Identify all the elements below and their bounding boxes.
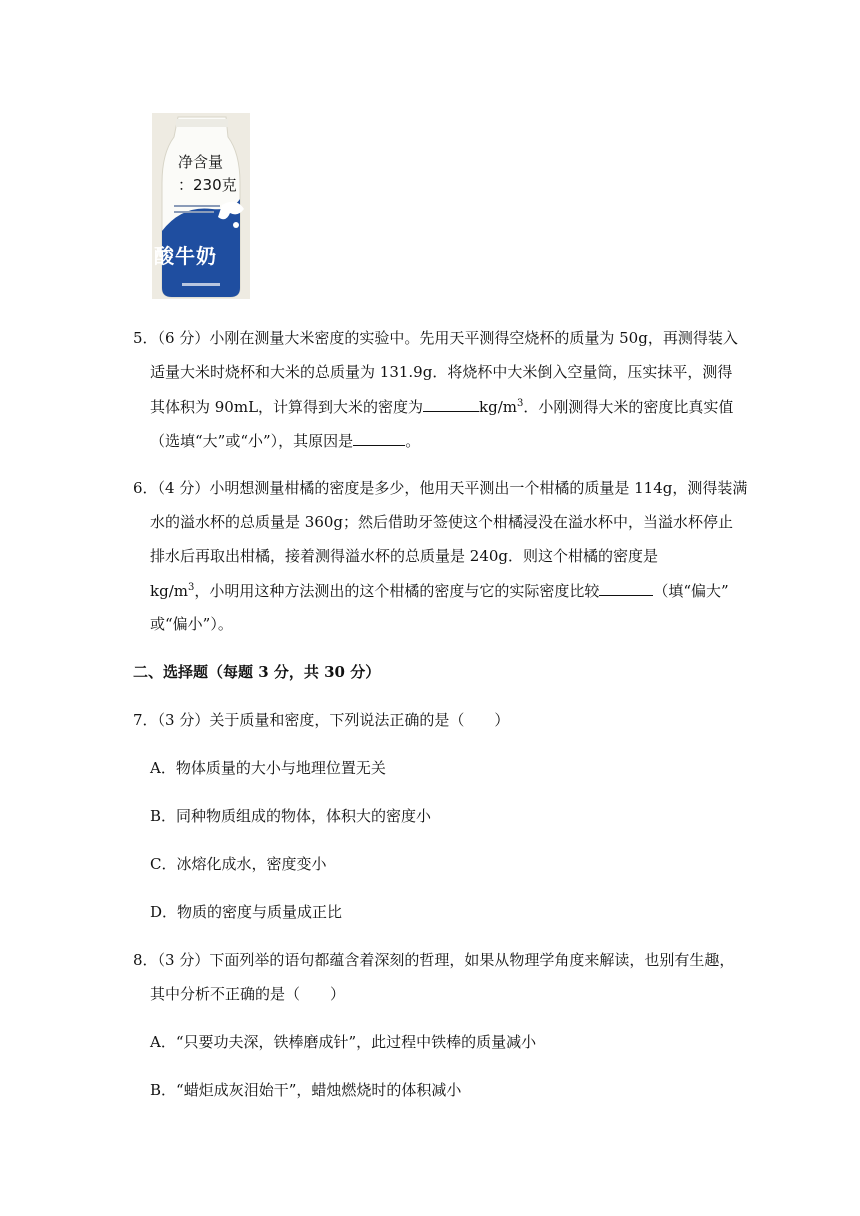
net-content-line-2: ：230克 xyxy=(178,176,237,194)
yogurt-bottle-image xyxy=(152,113,250,299)
q5-unit-exponent: 3 xyxy=(517,398,524,409)
q5-line-4-tail: 。 xyxy=(405,432,421,450)
q7-option-a[interactable]: A．物体质量的大小与地理位置无关 xyxy=(150,759,386,777)
q5-density-blank[interactable] xyxy=(423,396,479,412)
q6-unit-exponent: 3 xyxy=(187,582,195,593)
yogurt-bottle-graphic xyxy=(152,113,250,299)
q5-line-3-tail: ．小刚测得大米的密度比真实值 xyxy=(523,398,734,416)
q6-compare-blank[interactable] xyxy=(599,580,653,596)
q7-option-c[interactable]: C．冰熔化成水，密度变小 xyxy=(150,855,327,873)
q6-line-3: 排水后再取出柑橘，接着测得溢水杯的总质量是 240g．则这个柑橘的密度是 xyxy=(150,547,659,565)
q5-line-2: 适量大米时烧杯和大米的总质量为 131.9g．将烧杯中大米倒入空量筒，压实抹平，测得 xyxy=(150,363,733,381)
section-heading: 二、选择题（每题 3 分，共 30 分） xyxy=(133,663,381,681)
net-content-label xyxy=(178,151,250,197)
yogurt-brand-label: 酸牛奶 xyxy=(154,244,217,268)
q7-option-d[interactable]: D．物质的密度与质量成正比 xyxy=(150,903,343,921)
q6-unit: kg/m xyxy=(150,582,188,600)
net-content-line-1: 净含量 xyxy=(178,153,224,171)
q8-stem-line-1: 8．（3 分）下面列举的语句都蕴含着深刻的哲理，如果从物理学角度来解读，也别有生趣， xyxy=(133,951,735,969)
q5-line-1: 5．（6 分）小刚在测量大米密度的实验中。先用天平测得空烧杯的质量为 50g，再测得装入 xyxy=(133,329,738,347)
q6-line-5: 或“偏小”）。 xyxy=(150,615,233,633)
q8-stem-line-2: 其中分析不正确的是（ ） xyxy=(150,985,346,1003)
q7-stem: 7．（3 分）关于质量和密度，下列说法正确的是（ ） xyxy=(133,711,510,729)
q6-line-1: 6．（4 分）小明想测量柑橘的密度是多少，他用天平测出一个柑橘的质量是 114g，测得装满 xyxy=(133,479,748,497)
q6-line-4-text: ，小明用这种方法测出的这个柑橘的密度与它的实际密度比较 xyxy=(194,582,600,600)
q7-option-b[interactable]: B．同种物质组成的物体，体积大的密度小 xyxy=(150,807,432,825)
q5-line-4 xyxy=(150,430,420,451)
q6-line-2: 水的溢水杯的总质量是 360g；然后借助牙签使这个柑橘浸没在溢水杯中，当溢水杯停止 xyxy=(150,513,734,531)
q5-reason-blank[interactable] xyxy=(353,430,405,446)
q5-line-3-text: 其体积为 90mL，计算得到大米的密度为 xyxy=(150,398,424,416)
q5-line-4-text: （选填“大”或“小”），其原因是 xyxy=(150,432,354,450)
q8-option-b[interactable]: B．“蜡炬成灰泪始干”，蜡烛燃烧时的体积减小 xyxy=(150,1081,462,1099)
q8-option-a[interactable]: A．“只要功夫深，铁棒磨成针”，此过程中铁棒的质量减小 xyxy=(150,1033,537,1051)
q6-line-4-tail: （填“偏大” xyxy=(653,582,729,600)
q5-unit: kg/m xyxy=(479,398,518,416)
q5-line-3 xyxy=(150,396,733,417)
q6-line-4 xyxy=(150,580,729,601)
